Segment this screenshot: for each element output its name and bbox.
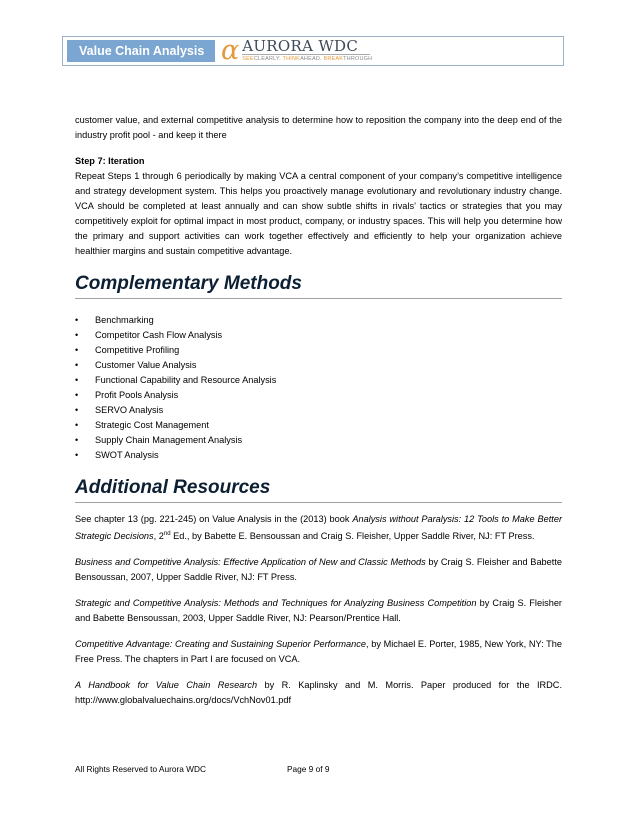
list-item: • Functional Capability and Resource Analysis: [75, 373, 562, 388]
logo-text: [242, 37, 373, 63]
list-item: • Competitive Profiling: [75, 343, 562, 358]
page-number: Page 9 of 9: [287, 764, 330, 774]
resource-entry-5: A Handbook for Value Chain Research by R. Kaplinsky and M. Morris. Paper produced for the IRDC. http://www.globalvaluechains.org/docs/VchNov01.pdf: [75, 680, 562, 706]
resource-entry-4: Competitive Advantage: Creating and Sustaining Superior Performance, by Michael E. Porter, 1985, New York, NY: The Free Press. The chapters in Part I are focused on VCA.: [75, 639, 562, 665]
document-body: [75, 113, 562, 708]
list-item: • Supply Chain Management Analysis: [75, 433, 562, 448]
list-item: • SERVO Analysis: [75, 403, 562, 418]
bullet-icon: •: [75, 315, 79, 325]
bullet-icon: •: [75, 375, 79, 385]
list-item: • Profit Pools Analysis: [75, 388, 562, 403]
alpha-logo-icon: α: [221, 35, 240, 66]
footer-rights: All Rights Reserved to Aurora WDC: [75, 764, 206, 774]
logo-tagline: SEECLEARLY. THINKAHEAD. BREAKTHROUGH: [242, 56, 373, 62]
additional-resources-title: Additional Resources: [75, 476, 562, 503]
step7-text: Repeat Steps 1 through 6 periodically by making VCA a central component of your company’s competitive intelligence and strategy development system. This helps you proactively manage evolutionary and revolutionary industry change. VCA should be completed at least annually and can show subtle shifts in rivals’ tactics or strategies that you may competitively exploit for optimal impact in most product, company, or industry spaces. This will help you determine how the primary and support activities can work together effectively and efficiently to help your organization achieve healthier margins and sustain competitive advantage.: [75, 171, 562, 256]
list-item: • Strategic Cost Management: [75, 418, 562, 433]
list-item: • Benchmarking: [75, 313, 562, 328]
step7-heading: Step 7: Iteration: [75, 156, 145, 166]
bullet-icon: •: [75, 330, 79, 340]
resource-entry-2: Business and Competitive Analysis: Effective Application of New and Classic Methods by Craig S. Fleisher and Babette Bensoussan, 2007, Upper Saddle River, NJ: FT Press.: [75, 557, 562, 583]
bullet-icon: •: [75, 405, 79, 415]
aurora-wdc-logo: [221, 35, 373, 66]
header-title-tab: Value Chain Analysis: [67, 40, 215, 62]
bullet-icon: •: [75, 435, 79, 445]
resource-entry-3: Strategic and Competitive Analysis: Methods and Techniques for Analyzing Business Competition by Craig S. Fleisher and Babette Bensoussan, 2003, Upper Saddle River, NJ: Pearson/Prentice Hall.: [75, 598, 562, 624]
bullet-icon: •: [75, 390, 79, 400]
list-item: • Competitor Cash Flow Analysis: [75, 328, 562, 343]
complementary-methods-list: [75, 313, 562, 463]
bullet-icon: •: [75, 420, 79, 430]
bullet-icon: •: [75, 450, 79, 460]
list-item: • SWOT Analysis: [75, 448, 562, 463]
list-item: • Customer Value Analysis: [75, 358, 562, 373]
bullet-icon: •: [75, 345, 79, 355]
intro-paragraph: customer value, and external competitive analysis to determine how to reposition the company into the deep end of the industry profit pool - and keep it there: [75, 115, 562, 140]
logo-wordmark: AURORA WDC: [242, 37, 359, 55]
page-header: [62, 36, 564, 66]
resource-entry-1: See chapter 13 (pg. 221-245) on Value Analysis in the (2013) book Analysis without Paralysis: 12 Tools to Make Better Strategic Decisions, 2nd Ed., by Babette E. Bensoussan and Craig S. Fleisher, Upper Saddle River, NJ: FT Press.: [75, 514, 562, 542]
bullet-icon: •: [75, 360, 79, 370]
complementary-methods-title: Complementary Methods: [75, 272, 562, 299]
